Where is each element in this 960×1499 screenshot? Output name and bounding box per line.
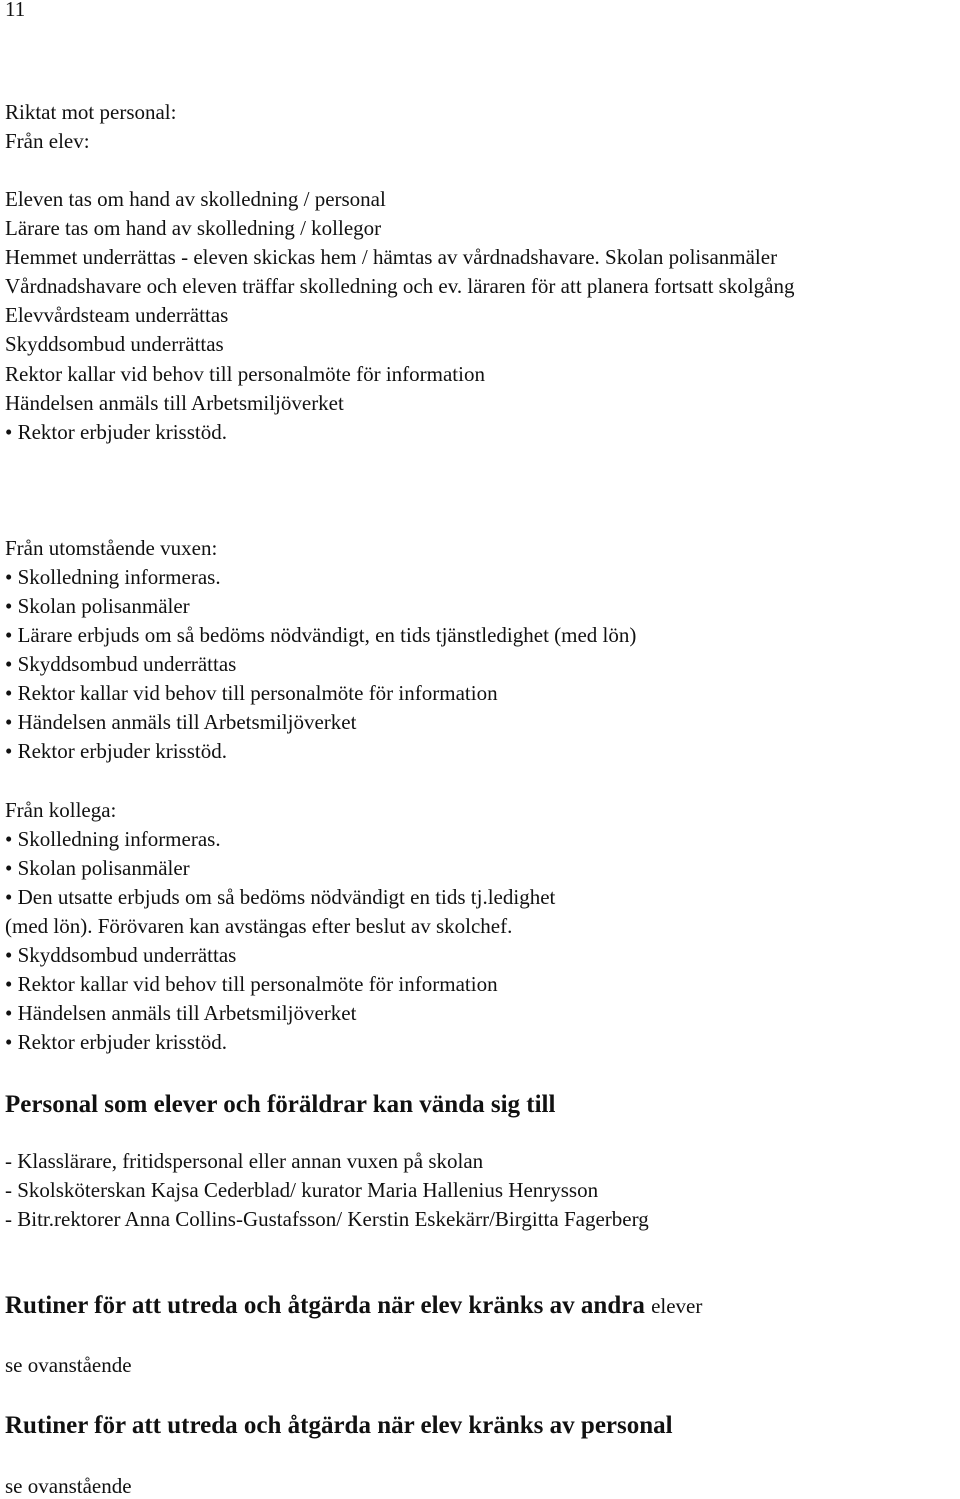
bullet-item: • Skyddsombud underrättas — [5, 651, 236, 677]
bullet-item: • Rektor erbjuder krisstöd. — [5, 1029, 227, 1055]
bullet-item: • Rektor kallar vid behov till personalmöte för information — [5, 680, 498, 706]
bullet-item: • Rektor kallar vid behov till personalmöte för information — [5, 971, 498, 997]
section-title: Riktat mot personal: — [5, 100, 177, 124]
bullet-item: • Rektor erbjuder krisstöd. — [5, 419, 227, 445]
text-line: (med lön). Förövaren kan avstängas efter beslut av skolchef. — [5, 914, 513, 938]
bullet-item: • Händelsen anmäls till Arbetsmiljöverket — [5, 1000, 356, 1026]
list-item: - Bitr.rektorer Anna Collins-Gustafsson/ Kerstin Eskekärr/Birgitta Fagerberg — [5, 1207, 649, 1231]
section-title: Från kollega: — [5, 798, 117, 822]
section-title: Från utomstående vuxen: — [5, 536, 218, 560]
text-line: se ovanstående — [5, 1474, 132, 1498]
text-line: Rektor kallar vid behov till personalmöte för information — [5, 362, 485, 386]
text-line: Lärare tas om hand av skolledning / kollegor — [5, 216, 382, 240]
page-number: 11 — [5, 0, 26, 21]
bullet-item: • Skolan polisanmäler — [5, 593, 190, 619]
text-line: Händelsen anmäls till Arbetsmiljöverket — [5, 391, 344, 415]
bullet-item: • Den utsatte erbjuds om så bedöms nödvändigt en tids tj.ledighet — [5, 884, 555, 910]
contacts-heading: Personal som elever och föräldrar kan vända sig till — [5, 1091, 556, 1118]
routine-heading: Rutiner för att utreda och åtgärda när elev kränks av personal — [5, 1412, 673, 1439]
bullet-item: • Skyddsombud underrättas — [5, 942, 236, 968]
routine-heading-text: Rutiner för att utreda och åtgärda när elev kränks av andra — [5, 1292, 645, 1319]
bullet-item: • Rektor erbjuder krisstöd. — [5, 738, 227, 764]
section-subtitle: Från elev: — [5, 129, 90, 153]
text-line: Eleven tas om hand av skolledning / personal — [5, 187, 386, 211]
list-item: - Skolsköterskan Kajsa Cederblad/ kurator Maria Hallenius Henrysson — [5, 1178, 599, 1202]
bullet-item: • Skolledning informeras. — [5, 564, 221, 590]
text-line: Skyddsombud underrättas — [5, 332, 224, 356]
text-line: se ovanstående — [5, 1353, 132, 1377]
text-line: Elevvårdsteam underrättas — [5, 303, 229, 327]
bullet-item: • Skolan polisanmäler — [5, 855, 190, 881]
text-line: Vårdnadshavare och eleven träffar skolledning och ev. läraren för att planera fortsatt skolgång — [5, 274, 795, 298]
bullet-item: • Skolledning informeras. — [5, 826, 221, 852]
list-item: - Klasslärare, fritidspersonal eller annan vuxen på skolan — [5, 1149, 484, 1173]
bullet-item: • Händelsen anmäls till Arbetsmiljöverket — [5, 709, 356, 735]
bullet-item: • Lärare erbjuds om så bedöms nödvändigt, en tids tjänstledighet (med lön) — [5, 622, 636, 648]
routine-heading-tail: elever — [651, 1294, 703, 1318]
text-line: Hemmet underrättas - eleven skickas hem / hämtas av vårdnadshavare. Skolan polisanmäler — [5, 245, 778, 269]
routine-heading — [5, 1291, 702, 1321]
